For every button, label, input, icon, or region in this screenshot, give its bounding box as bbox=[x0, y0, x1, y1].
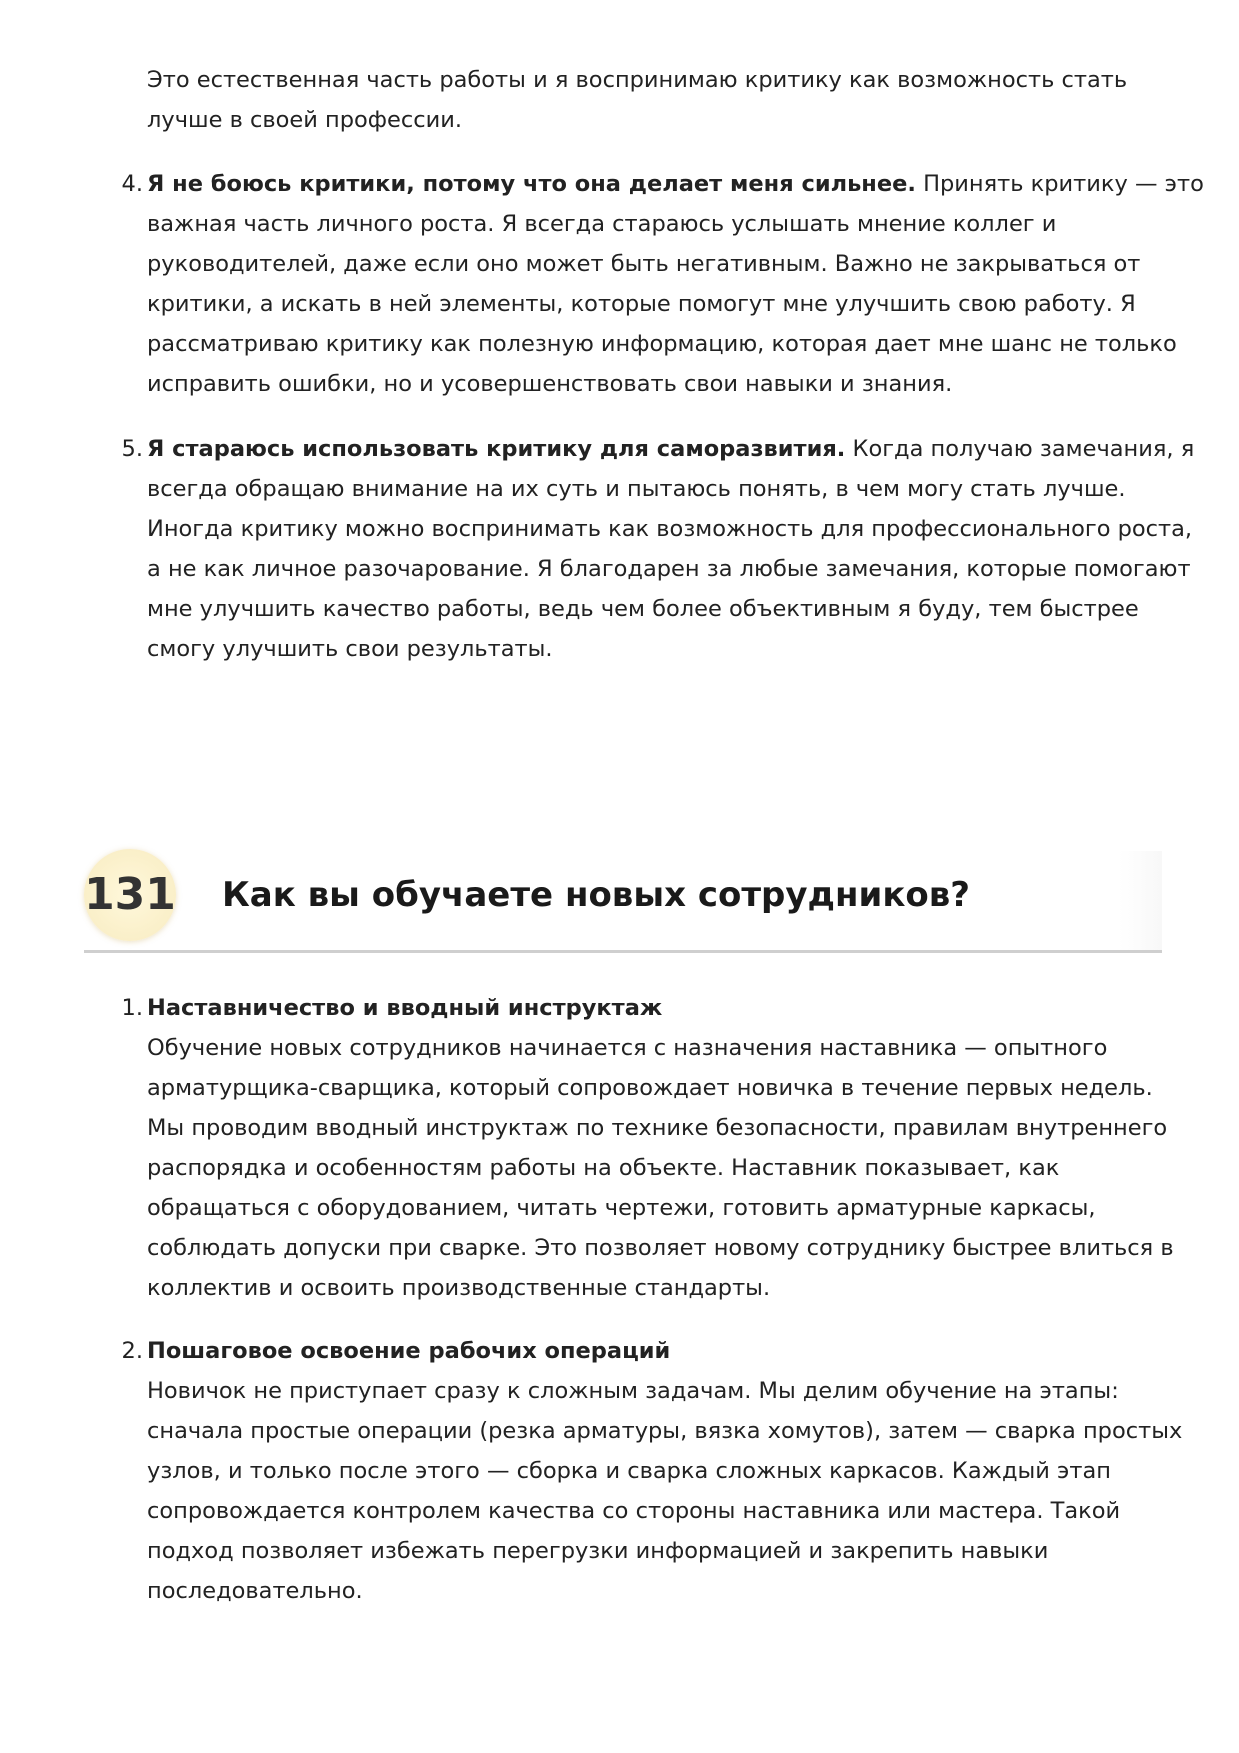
text-line: Обучение новых сотрудников начинается с назначения наставника — опытного bbox=[147, 1035, 1108, 1061]
question-number: 131 bbox=[84, 869, 176, 920]
text-line: распорядка и особенностям работы на объекте. Наставник показывает, как bbox=[147, 1155, 1060, 1181]
text-line: арматурщика-сварщика, который сопровождает новичка в течение первых недель. bbox=[147, 1075, 1153, 1101]
text-line: Мы проводим вводный инструктаж по технике безопасности, правилам внутреннего bbox=[147, 1115, 1168, 1141]
list-number: 2. bbox=[121, 1338, 143, 1364]
text-line: исправить ошибки, но и усовершенствовать свои навыки и знания. bbox=[147, 371, 953, 397]
item-lead: Я стараюсь использовать критику для саморазвития. bbox=[147, 436, 846, 462]
item-text: Принять критику — это bbox=[915, 171, 1204, 197]
text-line: Новичок не приступает сразу к сложным задачам. Мы делим обучение на этапы: bbox=[147, 1378, 1119, 1404]
text-line: всегда обращаю внимание на их суть и пытаюсь понять, в чем могу стать лучше. bbox=[147, 476, 1126, 502]
section-divider bbox=[84, 950, 1162, 953]
list-number: 1. bbox=[121, 995, 143, 1021]
text-line: подход позволяет избежать перегрузки информацией и закрепить навыки bbox=[147, 1538, 1049, 1564]
text-line: соблюдать допуски при сварке. Это позволяет новому сотруднику быстрее влиться в bbox=[147, 1235, 1174, 1261]
text-line: мне улучшить качество работы, ведь чем более объективным я буду, тем быстрее bbox=[147, 596, 1139, 622]
list-item-1 bbox=[121, 988, 1177, 1308]
list-number: 5. bbox=[121, 436, 143, 462]
text-line: смогу улучшить свои результаты. bbox=[147, 636, 553, 662]
text-line bbox=[147, 429, 1195, 469]
item-lead: Я не боюсь критики, потому что она делает меня сильнее. bbox=[147, 171, 916, 197]
item-title: Пошаговое освоение рабочих операций bbox=[147, 1338, 671, 1364]
intro-paragraph bbox=[147, 60, 1177, 140]
text-line: Это естественная часть работы и я воспринимаю критику как возможность стать bbox=[147, 67, 1128, 93]
item-title: Наставничество и вводный инструктаж bbox=[147, 995, 663, 1021]
text-line: сначала простые операции (резка арматуры, вязка хомутов), затем — сварка простых bbox=[147, 1418, 1183, 1444]
list-item-5 bbox=[121, 429, 1195, 669]
item-text: Когда получаю замечания, я bbox=[845, 436, 1195, 462]
text-line: коллектив и освоить производственные стандарты. bbox=[147, 1275, 771, 1301]
text-line: Иногда критику можно воспринимать как возможность для профессионального роста, bbox=[147, 516, 1193, 542]
text-line: лучше в своей профессии. bbox=[147, 107, 462, 133]
text-line bbox=[147, 164, 1204, 204]
text-line: сопровождается контролем качества со стороны наставника или мастера. Такой bbox=[147, 1498, 1121, 1524]
list-number: 4. bbox=[121, 171, 143, 197]
text-line: последовательно. bbox=[147, 1578, 363, 1604]
list-item-4 bbox=[121, 164, 1204, 404]
text-line: рассматриваю критику как полезную информацию, которая дает мне шанс не только bbox=[147, 331, 1177, 357]
text-line: важная часть личного роста. Я всегда стараюсь услышать мнение коллег и bbox=[147, 211, 1057, 237]
text-line: узлов, и только после этого — сборка и сварка сложных каркасов. Каждый этап bbox=[147, 1458, 1112, 1484]
text-line: обращаться с оборудованием, читать чертежи, готовить арматурные каркасы, bbox=[147, 1195, 1096, 1221]
section-title: Как вы обучаете новых сотрудников? bbox=[222, 875, 970, 915]
text-line: руководителей, даже если оно может быть негативным. Важно не закрываться от bbox=[147, 251, 1141, 277]
text-line: а не как личное разочарование. Я благодарен за любые замечания, которые помогают bbox=[147, 556, 1191, 582]
list-item-2 bbox=[121, 1331, 1183, 1611]
text-line: критики, а искать в ней элементы, которые помогут мне улучшить свою работу. Я bbox=[147, 291, 1136, 317]
